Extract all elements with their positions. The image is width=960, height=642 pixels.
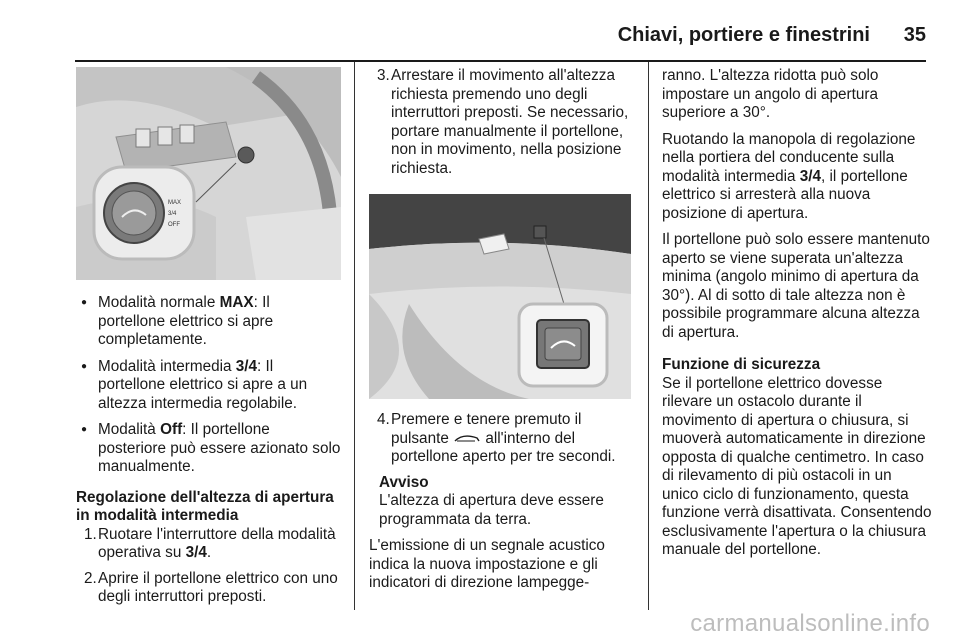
section-title: Chiavi, portiere e finestrini xyxy=(617,24,870,46)
steps-list xyxy=(369,67,636,178)
list-item: 4. Premere e tenere premuto il pulsante all'interno del portellone aperto per tre secondi. xyxy=(377,411,616,465)
column-divider xyxy=(648,62,649,610)
tailgate-drawing xyxy=(369,194,631,399)
column-3 xyxy=(662,62,932,568)
paragraph: ranno. L'altezza ridotta può solo impostare un angolo di apertura superiore a 30°. xyxy=(662,67,879,121)
door-switch-drawing xyxy=(76,67,341,280)
tailgate-button-illustration xyxy=(369,194,631,399)
column-divider xyxy=(354,62,355,610)
paragraph: Ruotando la manopola di regolazione nella portiera del conducente sulla modalità intermedia 3/4, il portellone elettrico si arresterà alla nuova posizione di apertura. xyxy=(662,130,916,222)
door-switch-illustration xyxy=(76,67,341,280)
knob-label-off: OFF xyxy=(168,222,180,228)
column-1 xyxy=(76,62,341,614)
page-number: 35 xyxy=(903,24,926,46)
section-heading: Funzione di sicurezza xyxy=(662,356,821,373)
note-text: L'altezza di apertura deve essere programmata da terra. xyxy=(379,492,604,528)
list-item: 1. Ruotare l'interruttore della modalità operativa su 3/4. xyxy=(84,525,336,561)
paragraph: Se il portellone elettrico dovesse rilevare un ostacolo durante il movimento di apertura o chiusura, si muoverà automaticamente in direzione opposta di qualche centimetro. In caso di rilevamento di più ostacoli in un unico ciclo di funzionamento, questa funzione verrà disattivata. Consentendo esclusivamente l'apertura o la chiusura manuale del portellone. xyxy=(662,374,932,558)
list-item: ● Modalità intermedia 3/4: Il portellone elettrico si apre a un altezza intermedia regolabile. xyxy=(76,358,341,414)
paragraph: L'emissione di un segnale acustico indica la nuova impostazione e gli indicatori di direzione lampegge- xyxy=(369,537,605,591)
paragraph: Il portellone può solo essere mantenuto aperto se viene superata un'altezza minima (angolo minimo di apertura da 30°). Al di sotto di tale altezza non è possibile programmare alcuna altezza di apertura. xyxy=(662,231,930,341)
watermark: carmanualsonline.info xyxy=(690,610,930,637)
tailgate-icon xyxy=(453,432,481,444)
knob-label-3-4: 3/4 xyxy=(168,211,177,217)
page-header xyxy=(0,0,960,60)
list-item: 3. Arrestare il movimento all'altezza richiesta premendo uno degli interruttori preposti. Se necessario, portare manualmente il portellone, non in movimento, nella posizione richiesta. xyxy=(377,67,629,177)
list-item: ● Modalità normale MAX: Il portellone elettrico si apre completamente. xyxy=(76,294,341,350)
note-title: Avviso xyxy=(379,473,429,491)
knob-label-max: MAX xyxy=(168,200,182,206)
column-2 xyxy=(369,62,636,601)
steps-list xyxy=(76,526,341,607)
list-item: 2. Aprire il portellone elettrico con uno degli interruttori preposti. xyxy=(84,569,338,605)
steps-list xyxy=(369,411,636,467)
mode-list xyxy=(76,294,341,477)
list-item: ● Modalità Off: Il portellone posteriore può essere azionato solo manualmente. xyxy=(76,421,341,477)
subheading: Regolazione dell'altezza di apertura in modalità intermedia xyxy=(76,488,334,524)
note-box xyxy=(369,474,636,530)
